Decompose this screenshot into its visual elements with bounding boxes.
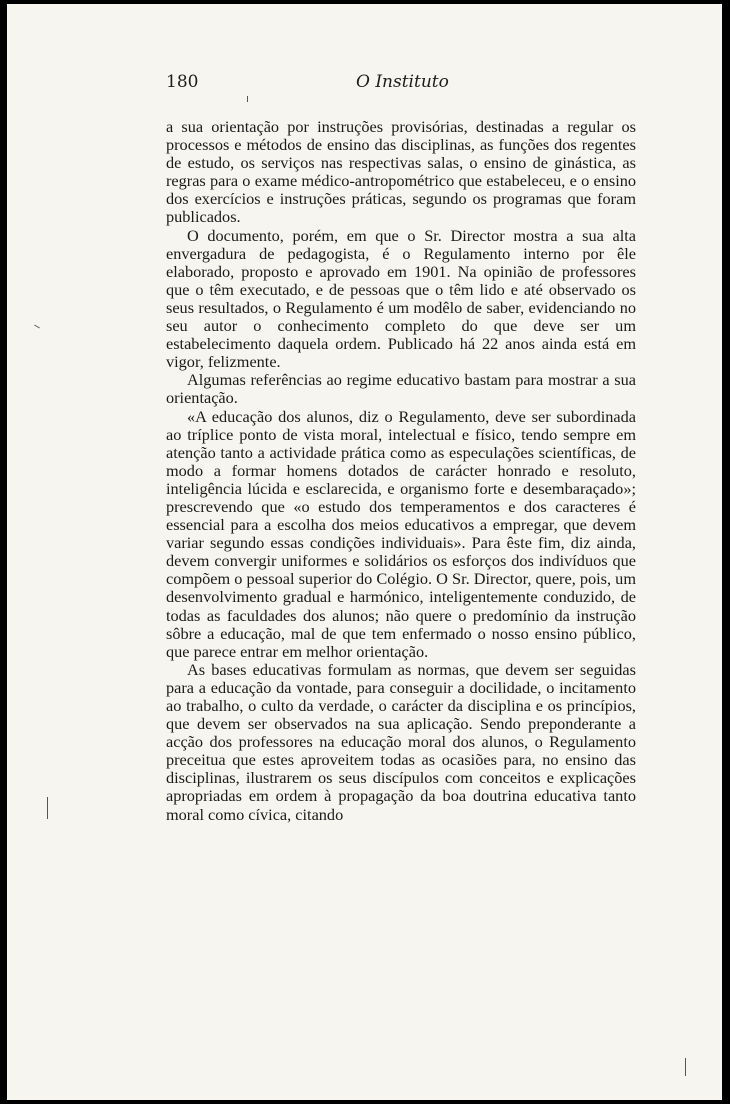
scan-speck: [685, 1058, 686, 1076]
paragraph: Algumas referências ao regime educativo bastam para mostrar a sua orientação.: [166, 370, 636, 408]
scan-border-right: [722, 0, 730, 1104]
paragraph-quotation: «A educação dos alunos, diz o Regulamento, deve ser subordinada ao tríplice ponto de vista moral, intelectual e físico, tendo sempre em atenção tanto a actividade prática como as especulações scientíficas, de modo a formar homens dotados de carácter honrado e resoluto, inteligência lúcida e esclarecida, e organismo forte e desembaraçado»; prescrevendo que «o estudo dos temperamentos e dos caracteres é essencial para a escolha dos meios educativos a empregar, que devem variar segundo essas condições individuais». Para êste fim, diz ainda, devem convergir uniformes e solidários os esforços dos indivíduos que compõem o pessoal superior do Colégio. O Sr. Director, quere, pois, um desenvolvimento gradual e harmónico, inteligentemente conduzido, de todas as faculdades dos alunos; não quere o predomínio da instrução sôbre a educação, mal de que tem enfermado o nosso ensino público, que parece entrar em melhor orientação.: [166, 406, 636, 661]
paragraph: O documento, porém, em que o Sr. Director mostra a sua alta envergadura de pedagogista, é o Regulamento interno por êle elaborado, proposto e aprovado em 1901. Na opinião de professores que o têm executado, e de pessoas que o têm lido e até observado os seus resultados, o Regulamento é um modêlo de saber, evidenciando no seu autor o conhecimento completo do que deve ser um estabelecimento daquela ordem. Publicado há 22 anos ainda está em vigor, felizmente.: [166, 225, 636, 372]
paragraph: As bases educativas formulam as normas, que devem ser seguidas para a educação da vontade, para conseguir a docilidade, o incitamento ao trabalho, o culto da verdade, o carácter da disciplina e os princípios, que devem ser observados na sua aplicação. Sendo preponderante a acção dos professores na educação moral dos alunos, o Regulamento preceitua que estes aproveitem todas as ocasiões para, no ensino das disciplinas, ilustrarem os seus discípulos com conceitos e explicações apropriadas em ordem à propagação da boa doutrina educativa tanto moral como cívica, citando: [166, 659, 636, 824]
scan-speck: [47, 797, 48, 819]
page-header: [166, 72, 636, 96]
scan-speck: [247, 96, 248, 102]
scan-speck: [34, 325, 40, 329]
body-text: [166, 118, 636, 824]
scan-border-top: [0, 0, 730, 4]
paragraph-continuation: a sua orientação por instruções provisórias, destinadas a regular os processos e métodos de ensino das disciplinas, as funções dos regentes de estudo, os serviços nas respectivas salas, o ensino de ginástica, as regras para o exame médico-antropométrico que estabeleceu, e o ensino dos exercícios e instruções práticas, segundo os programas que foram publicados.: [166, 117, 636, 227]
scan-border-bottom: [0, 1100, 730, 1104]
running-title: O Instituto: [356, 72, 449, 92]
page-number: 180: [166, 72, 199, 92]
scan-border-left: [0, 0, 7, 1104]
